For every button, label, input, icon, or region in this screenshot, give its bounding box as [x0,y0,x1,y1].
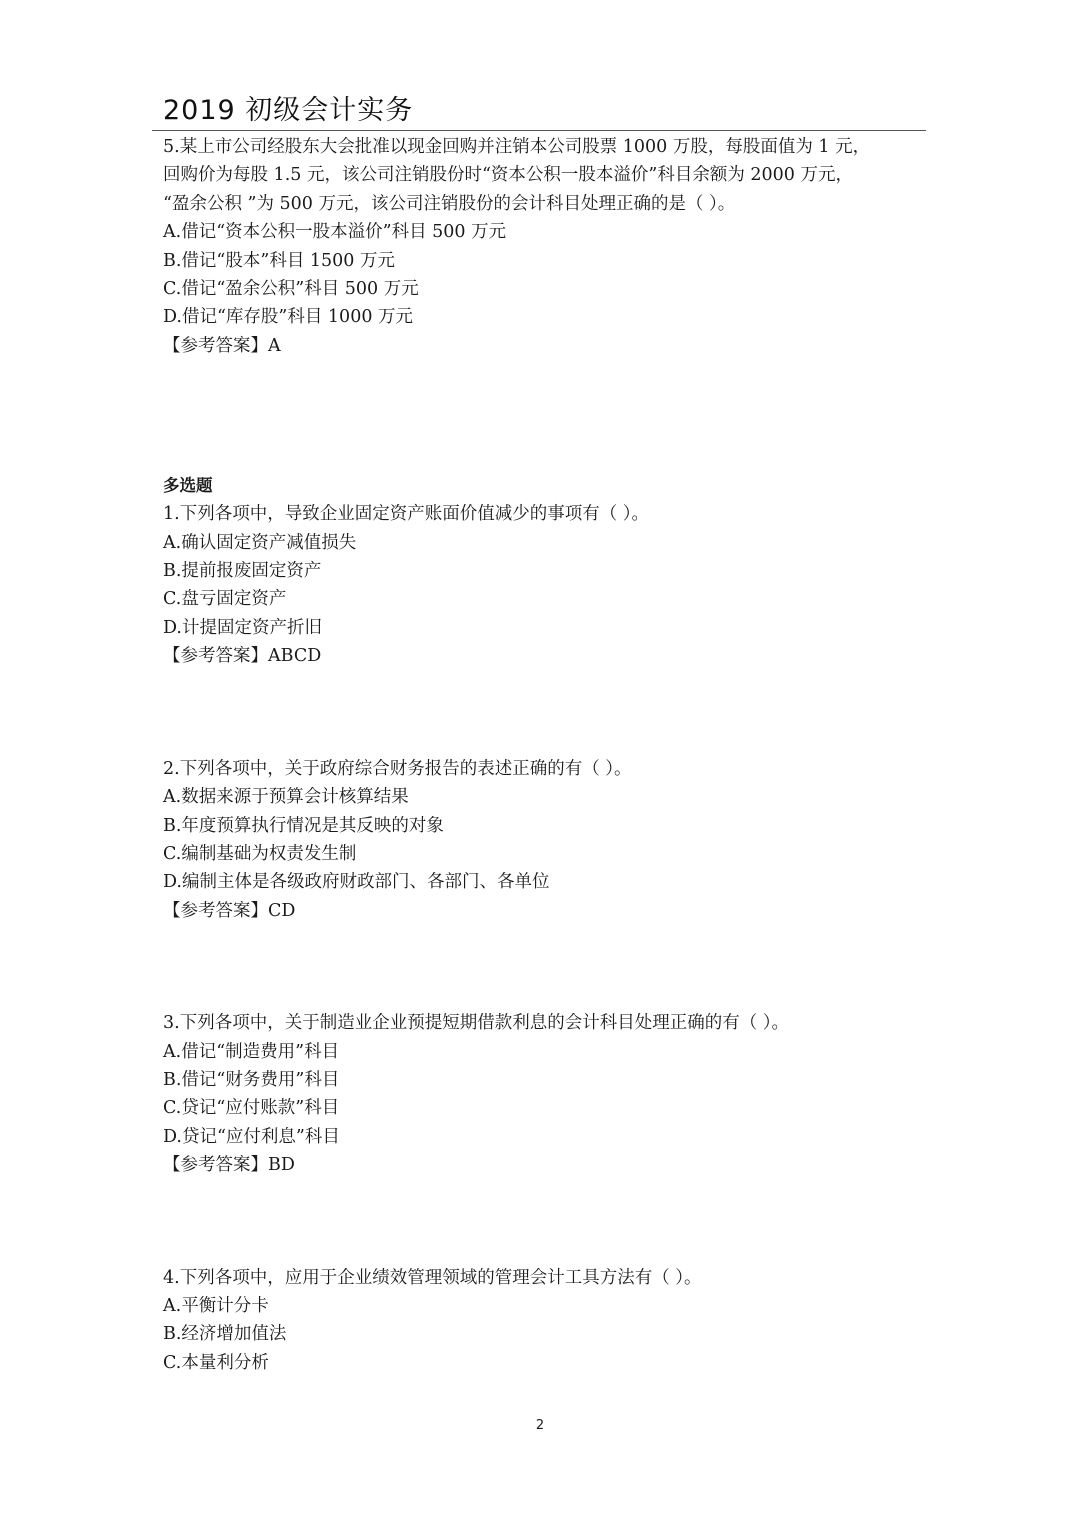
question-stem [163,133,933,218]
option-d: D.计提固定资产折旧 [163,617,322,638]
option-a: A.确认固定资产减值损失 [163,532,357,553]
option-c: C.编制基础为权责发生制 [163,843,357,864]
option-c: C.贷记“应付账款”科目 [163,1098,340,1119]
reference-answer: 【参考答案】BD [163,1155,295,1176]
option-d: D.编制主体是各级政府财政部门、各部门、各单位 [163,872,550,893]
stem-line: 回购价为每股 1.5 元，该公司注销股份时“资本公积一股本溢价”科目余额为 2000 万元， [163,165,854,186]
option-c: C.借记“盈余公积”科目 500 万元 [163,279,419,300]
option-b: B.提前报废固定资产 [163,561,322,582]
page-number: 2 [535,1418,545,1433]
multi-choice-question-2 [163,755,933,925]
header-divider [152,130,926,131]
question-stem: 1.下列各项中，导致企业固定资产账面价值减少的事项有（ ）。 [163,504,650,525]
multi-choice-question-1 [163,500,933,670]
question-stem: 4.下列各项中，应用于企业绩效管理领域的管理会计工具方法有（ ）。 [163,1267,702,1288]
document-header-title: 2019 初级会计实务 [163,95,414,126]
document-body [163,133,933,1377]
reference-answer: 【参考答案】ABCD [163,646,322,667]
option-c: C.本量利分析 [163,1352,269,1373]
option-b: B.借记“股本”科目 1500 万元 [163,250,395,271]
option-a: A.借记“制造费用”科目 [163,1041,340,1062]
option-b: B.经济增加值法 [163,1324,287,1345]
reference-answer: 【参考答案】A [163,335,281,356]
option-b: B.借记“财务费用”科目 [163,1069,340,1090]
multi-choice-question-3 [163,1009,933,1179]
option-d: D.借记“库存股”科目 1000 万元 [163,307,414,328]
option-b: B.年度预算执行情况是其反映的对象 [163,815,444,836]
stem-line: 5.某上市公司经股东大会批准以现金回购并注销本公司股票 1000 万股，每股面值为 1 元， [163,137,871,157]
stem-line: “盈余公积 ”为 500 万元，该公司注销股份的会计科目处理正确的是（ ）。 [163,193,736,214]
single-choice-question-5 [163,133,933,360]
section-title-multiple-choice: 多选题 [163,476,213,496]
option-a: A.借记“资本公积一股本溢价”科目 500 万元 [163,222,507,243]
question-stem: 2.下列各项中，关于政府综合财务报告的表述正确的有（ ）。 [163,758,632,779]
reference-answer: 【参考答案】CD [163,900,296,921]
option-a: A.平衡计分卡 [163,1295,269,1316]
question-stem: 3.下列各项中，关于制造业企业预提短期借款利息的会计科目处理正确的有（ ）。 [163,1013,790,1034]
multi-choice-question-4 [163,1264,933,1378]
option-d: D.贷记“应付利息”科目 [163,1126,340,1147]
option-c: C.盘亏固定资产 [163,589,287,610]
option-a: A.数据来源于预算会计核算结果 [163,787,409,808]
